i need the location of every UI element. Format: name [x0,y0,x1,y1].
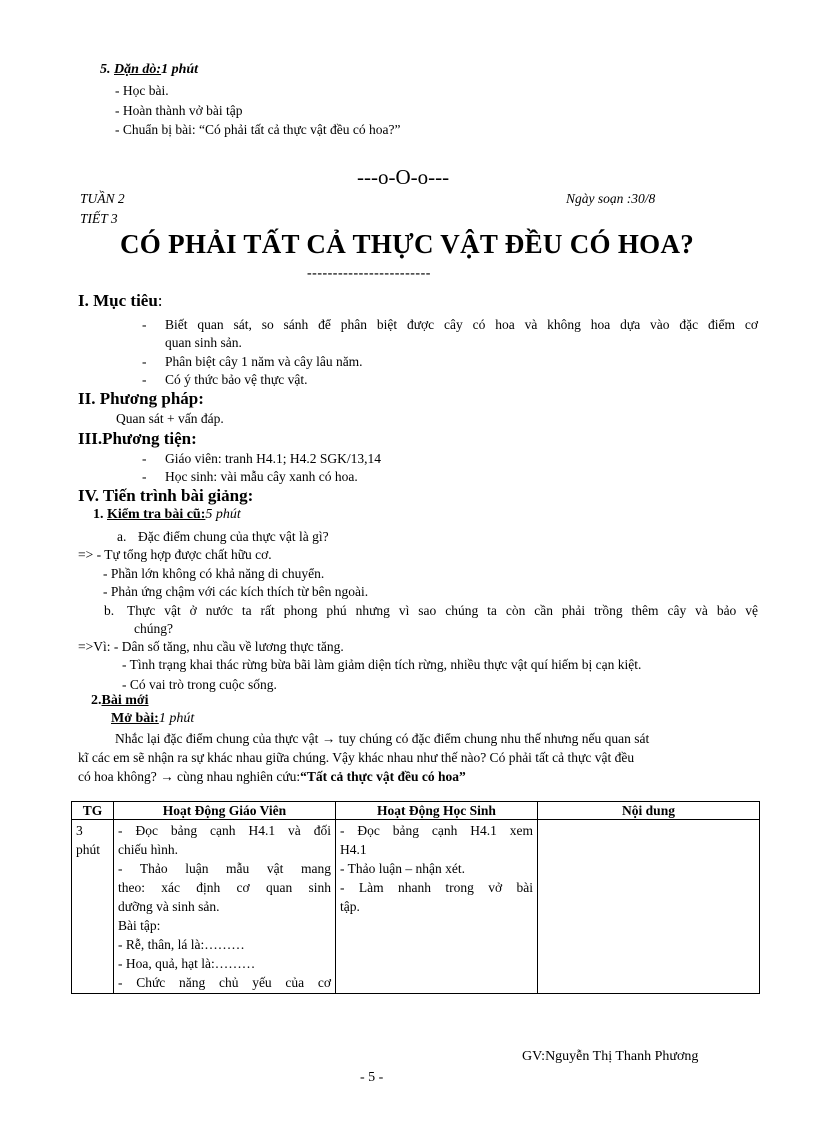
teacher-line: - Chức năng chủ yếu của cơ [118,975,331,990]
header-content: Nội dung [538,802,760,820]
cell-teacher [114,820,336,994]
review-time: 5 phút [205,507,241,522]
student-line: H4.1 [340,842,367,857]
intro-text-3b: cùng nhau nghiên cứu: [176,769,301,784]
materials-title: III.Phương tiện [78,429,192,448]
cell-time [72,820,114,994]
materials-colon: : [191,429,197,448]
homework-heading [100,62,198,78]
objective-dash-1: - [142,317,147,332]
cell-content [538,820,760,994]
teacher-line: theo: xác định cơ quan sinh [118,880,331,895]
objective-dash-2: - [142,354,147,369]
intro-para-line-3 [78,767,466,786]
homework-title: Dặn dò: [114,62,162,77]
student-line: tập. [340,899,360,914]
question-b-text-cont: chúng? [134,621,173,636]
materials-dash-2: - [142,469,147,484]
homework-time: 1 phút [161,62,199,77]
section-method-heading [78,389,204,409]
new-lesson-heading [91,693,149,709]
teacher-line: - Hoa, quả, hạt là:……… [118,956,256,971]
question-b-text: Thực vật ở nước ta rất phong phú nhưng vì sao chúng ta còn cần phải trồng thêm cây và bảo vệ [127,603,758,618]
prep-date: Ngày soạn :30/8 [566,191,656,206]
review-title: Kiểm tra bài cũ: [107,507,206,522]
teacher-line: - Đọc bảng cạnh H4.1 và đối [118,823,331,838]
objective-dash-3: - [142,372,147,387]
procedure-colon: : [247,486,254,505]
student-line: - Làm nhanh trong vở bài [340,880,533,895]
question-a-label: a. [117,529,127,544]
time-unit: phút [76,842,101,857]
intro-text-3c: “Tất cả thực vật đều có hoa” [300,769,466,784]
period-label: TIẾT 3 [80,211,118,226]
answer-b-2: - Tình trạng khai thác rừng bừa bãi làm giảm diện tích rừng, nhiều thực vật quí hiếm bị cạn kiệt. [122,657,642,672]
section-materials-heading [78,429,197,449]
materials-item-2: Học sinh: vài mẫu cây xanh có hoa. [165,469,358,484]
teacher-line: chiếu hình. [118,842,178,857]
review-num: 1. [93,507,104,522]
objective-item-1: Biết quan sát, so sánh để phân biệt được cây có hoa và không hoa dựa vào đặc điểm cơ [165,317,758,332]
objective-item-3: Có ý thức bảo vệ thực vật. [165,372,308,387]
table-header-row [72,802,760,820]
review-heading [93,507,241,523]
teacher-line: - Rễ, thân, lá là:……… [118,937,245,952]
method-colon: : [198,389,204,408]
teacher-line: dưỡng và sinh sản. [118,899,220,914]
divider: ---o-O-o--- [357,165,450,189]
answer-a-3: - Phản ứng chậm với các kích thích từ bên ngoài. [103,584,369,599]
table-row [72,820,760,994]
intro-text-3a: có hoa không? [78,769,157,784]
teacher-line: Bài tập: [118,918,161,933]
page-title: CÓ PHẢI TẤT CẢ THỰC VẬT ĐỀU CÓ HOA? [120,229,695,259]
teacher-line: - Thảo luận mẫu vật mang [118,861,331,876]
header-time: TG [72,802,114,820]
header-student: Hoạt Động Học Sinh [336,802,538,820]
objective-item-1-cont: quan sinh sản. [165,335,242,350]
answer-b-1: =>Vì: - Dân số tăng, nhu cầu về lương thực tăng. [78,639,344,654]
intro-text-1b: tuy chúng có đặc điểm chung nhu thế nhưng nếu quan sát [338,731,650,746]
question-b-label: b. [104,603,115,618]
materials-dash-1: - [142,451,147,466]
section-procedure-heading [78,486,253,506]
intro-label: Mở bài: [111,711,159,726]
method-text: Quan sát + vấn đáp. [116,411,224,426]
page-number: - 5 - [360,1070,384,1085]
activity-table [71,801,760,994]
new-lesson-title: Bài mới [101,693,149,708]
intro-text-1: Nhắc lại đặc điểm chung của thực vật [115,731,319,746]
time-value: 3 [76,823,83,838]
student-line: - Đọc bảng cạnh H4.1 xem [340,823,533,838]
answer-b-3: - Có vai trò trong cuộc sống. [122,677,277,692]
intro-para-line-1 [115,729,649,748]
answer-a-2: - Phần lớn không có khả năng di chuyển. [103,566,325,581]
student-line: - Thảo luận – nhận xét. [340,861,465,876]
materials-item-1: Giáo viên: tranh H4.1; H4.2 SGK/13,14 [165,451,381,466]
question-a-text: Đặc điểm chung của thực vật là gì? [138,529,329,544]
objectives-title: I. Mục tiêu [78,291,158,310]
intro-heading [111,711,194,727]
arrow-right-icon: → [160,769,174,784]
homework-item-2: - Hoàn thành vở bài tập [115,103,243,118]
homework-item-3: - Chuẩn bị bài: “Có phải tất cả thực vật đều có hoa?” [115,122,401,137]
homework-num: 5. [100,62,111,77]
arrow-right-icon: → [321,731,336,746]
intro-para-line-2: kĩ các em sẽ nhận ra sự khác nhau giữa chúng. Vậy khác nhau như thế nào? Có phải tất cả thực vật đều [78,750,635,765]
new-lesson-num: 2. [91,693,102,708]
objective-item-2: Phân biệt cây 1 năm và cây lâu năm. [165,354,363,369]
procedure-title: IV. Tiến trình bài giảng [78,486,248,505]
objectives-colon: : [157,291,163,310]
answer-a-1: => - Tự tổng hợp được chất hữu cơ. [78,547,272,562]
week-label: TUẦN 2 [80,191,125,206]
cell-student [336,820,538,994]
intro-time: 1 phút [158,711,195,726]
footer-teacher: GV:Nguyễn Thị Thanh Phương [522,1049,699,1064]
header-teacher: Hoạt Động Giáo Viên [114,802,336,820]
section-objectives-heading [78,291,163,311]
homework-item-1: - Học bài. [115,83,169,98]
method-title: II. Phương pháp [78,389,199,408]
title-rule: ------------------------ [307,266,431,281]
